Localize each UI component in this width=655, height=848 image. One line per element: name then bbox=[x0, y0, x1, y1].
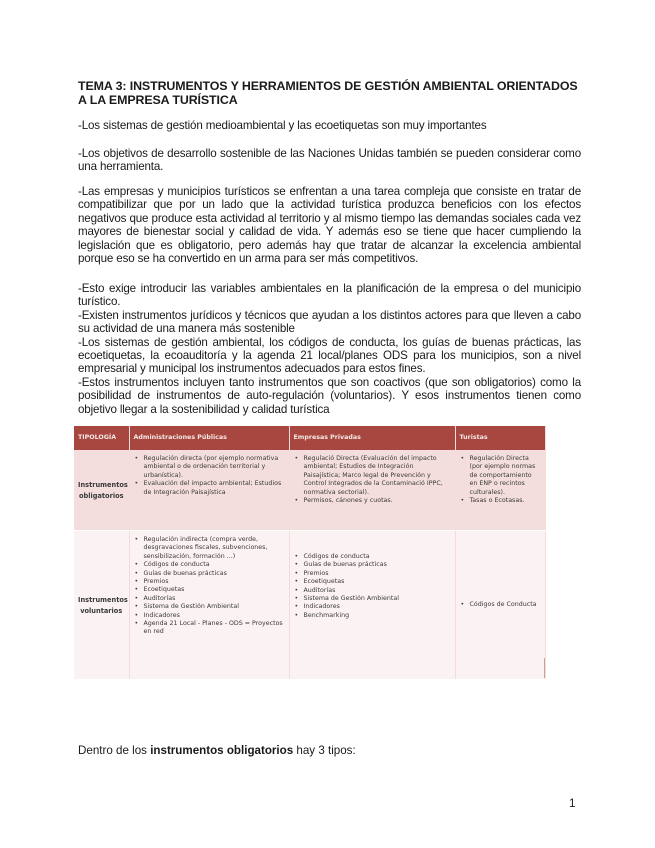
closing-prefix: Dentro de los bbox=[78, 744, 151, 757]
list-item: • Guías de buenas prácticas bbox=[142, 570, 285, 578]
list-item: • Ecoetiquetas bbox=[142, 586, 285, 594]
paragraph: -Estos instrumentos incluyen tanto instrumentos que son coactivos (que son obligatorios) como la posibilidad de instrumentos de auto-regulación (voluntarios). Y esos instrumentos tienen como objetivo llegar a la sostenibilidad y calidad turística bbox=[78, 375, 581, 416]
list-item: • Códigos de conducta bbox=[142, 561, 285, 569]
cell-empresas bbox=[289, 531, 455, 680]
instruments-table bbox=[74, 426, 546, 679]
list-item: • Regulación Directa (por ejemplo normas de comportamiento en ENP o recintos culturales). bbox=[468, 455, 541, 497]
cell-turistas bbox=[455, 450, 545, 531]
list-item: • Códigos de conducta bbox=[302, 553, 451, 561]
paragraph-group bbox=[78, 282, 581, 416]
list-item: • Tasas o Ecotasas. bbox=[468, 497, 541, 505]
list-item: • Indicadores bbox=[302, 603, 451, 611]
table-row bbox=[74, 450, 545, 531]
list-item: • Sistema de Gestión Ambiental bbox=[302, 595, 451, 603]
list-item: • Regulación directa (por ejemplo normativa ambiental o de ordenación territorial y urbanística). bbox=[142, 455, 285, 480]
header-tipologia: TIPOLOGÍA bbox=[74, 426, 129, 450]
list-item: • Premios bbox=[142, 578, 285, 586]
list-item: • Permisos, cánones y cuotas. bbox=[302, 497, 451, 505]
table-header-row bbox=[74, 426, 545, 450]
list-item: • Guías de buenas prácticas bbox=[302, 561, 451, 569]
closing-bold: instrumentos obligatorios bbox=[150, 744, 294, 757]
header-turistas: Turistas bbox=[455, 426, 545, 450]
cell-turistas bbox=[455, 531, 545, 680]
list-item: • Agenda 21 Local - Planes - ODS = Proyectos en red bbox=[142, 620, 285, 637]
paragraph: -Los objetivos de desarrollo sostenible de las Naciones Unidas también se pueden considerar como una herramienta. bbox=[78, 147, 581, 174]
list-item: • Regulación indirecta (compra verde, desgravaciones fiscales, subvenciones, sensibilización, formación ...) bbox=[142, 536, 285, 561]
closing-suffix: hay 3 tipos: bbox=[293, 744, 356, 757]
closing-paragraph bbox=[78, 744, 356, 758]
cell-admin bbox=[129, 531, 289, 680]
list-item: • Premios bbox=[302, 570, 451, 578]
header-administraciones: Administraciones Públicas bbox=[129, 426, 289, 450]
list-item: • Evaluación del impacto ambiental; Estudios de Integración Paisajística bbox=[142, 480, 285, 497]
cell-admin bbox=[129, 450, 289, 531]
paragraph: -Los sistemas de gestión medioambiental y las ecoetiquetas son muy importantes bbox=[78, 119, 487, 132]
table-row bbox=[74, 531, 545, 680]
list-item: • Auditorías bbox=[302, 587, 451, 595]
cell-empresas bbox=[289, 450, 455, 531]
list-item: • Indicadores bbox=[142, 612, 285, 620]
page-number: 1 bbox=[569, 797, 576, 810]
list-item: • Códigos de Conducta bbox=[468, 601, 541, 609]
table-edge-line bbox=[544, 658, 545, 678]
list-item: • Auditorías bbox=[142, 595, 285, 603]
document-title: TEMA 3: INSTRUMENTOS Y HERRAMIENTOS DE GESTIÓN AMBIENTAL ORIENTADOS A LA EMPRESA TURÍSTICA bbox=[78, 79, 578, 107]
paragraph: -Los sistemas de gestión ambiental, los códigos de conducta, los guías de buenas prácticas, las ecoetiquetas, la ecoauditoría y la agenda 21 local/planes ODS para los municipios, son a nivel empresarial y municipal los instrumentos adecuados para estos fines. bbox=[78, 335, 581, 376]
list-item: • Benchmarking bbox=[302, 612, 451, 620]
row-label: Instrumentos voluntarios bbox=[74, 531, 129, 680]
list-item: • Ecoetiquetas bbox=[302, 578, 451, 586]
paragraph: -Existen instrumentos jurídicos y técnicos que ayudan a los distintos actores para que lleven a cabo su actividad de una manera más sostenible bbox=[78, 308, 581, 336]
list-item: • Sistema de Gestión Ambiental bbox=[142, 603, 285, 611]
paragraph: -Esto exige introducir las variables ambientales en la planificación de la empresa o del municipio turístico. bbox=[78, 282, 581, 309]
paragraph: -Las empresas y municipios turísticos se enfrentan a una tarea compleja que consiste en tratar de compatibilizar que por un lado que la actividad turística produzca beneficios con los efectos negativos que produce esta actividad al territorio y al mismo tiempo las demandas sociales cada vez mayores de bienestar social y calidad de vida. Y además eso se tiene que hacer cumpliendo la legislación que es obligatorio, pero además hay que tratar de alcanzar la excelencia ambiental porque eso se ha convertido en un arma para ser más competitivos. bbox=[78, 185, 581, 266]
header-empresas: Empresas Privadas bbox=[289, 426, 455, 450]
row-label: Instrumentos obligatorios bbox=[74, 450, 129, 531]
list-item: • Regulació Directa (Evaluación del impacto ambiental; Estudios de Integración Paisajística; Marco legal de Prevención y Control Integrados de la Contaminació IPPC, normativa sectorial). bbox=[302, 455, 451, 497]
